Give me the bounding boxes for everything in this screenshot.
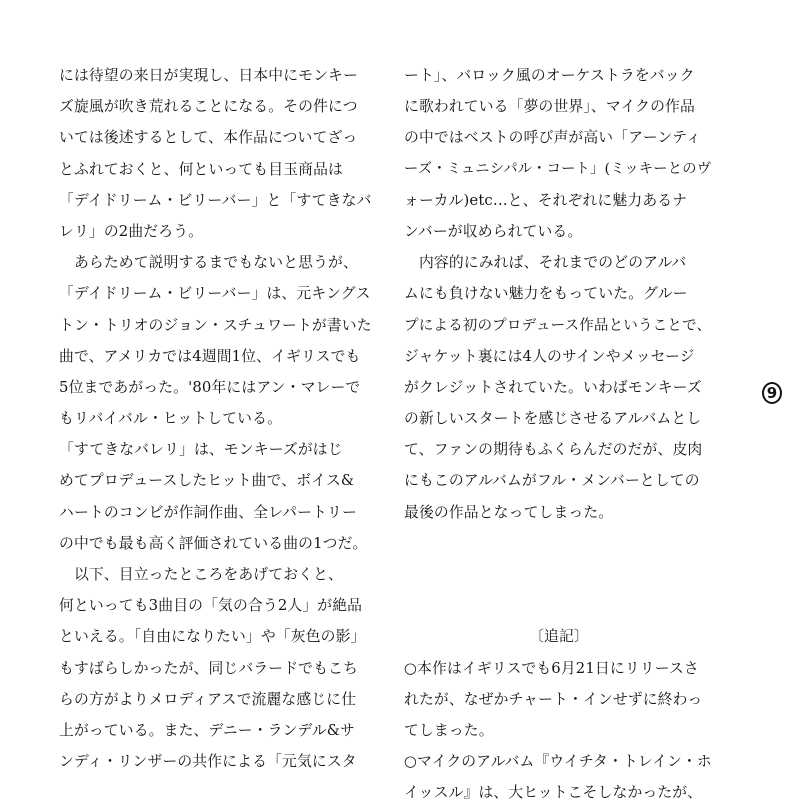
left-text-column [59,60,377,777]
page-number-badge: 9 [762,382,782,404]
text-line: ハートのコンビが作詞作曲、全レパートリー [59,503,357,521]
text-line: ンバーが収められている。 [404,222,583,240]
text-line: 「デイドリーム・ビリーバー」と「すてきなバ [59,191,372,209]
text-line: に歌われている「夢の世界」、マイクの作品 [404,98,695,116]
text-line: ムにも負けない魅力をもっていた。グルー [404,285,688,303]
text-line: がクレジットされていた。いわばモンキーズ [404,378,702,396]
text-line: 最後の作品となってしまった。 [404,503,614,521]
note-line: てしまった。 [404,721,494,739]
blank-line [404,590,714,621]
text-line: 内容的にみれば、それまでのどのアルバ [404,254,687,272]
text-line: めてプロデュースしたヒット曲で、ボイス& [59,472,355,490]
text-line: いては後述するとして、本作品についてざっ [59,129,358,147]
text-line: ーズ・ミュニシパル・コート」(ミッキーとのヴ [404,160,712,177]
blank-line [404,559,714,590]
text-line: ズ旋風が吹き荒れることになる。その件につ [59,98,358,116]
text-line: の新しいスタートを感じさせるアルバムとし [404,410,702,428]
text-line: ート」、バロック風のオーケストラをバック [404,67,695,84]
text-line: とふれておくと、何といっても目玉商品は [59,160,343,178]
text-line: 何といっても3曲目の「気の合う2人」が絶品 [59,597,363,615]
text-line: ジャケット裏には4人のサインやメッセージ [404,347,695,365]
text-line: 曲で、アメリカでは4週間1位、イギリスでも [59,347,361,365]
note-line: イッスル』は、大ヒットこそしなかったが、 [404,784,703,800]
text-line: ンディ・リンザーの共作による「元気にスタ [59,753,357,771]
text-line: もリバイバル・ヒットしている。 [59,410,283,428]
right-text-column [404,60,714,800]
text-line: トン・トリオのジョン・スチュワートが書いた [59,316,372,334]
text-line: といえる。「自由になりたい」や「灰色の影」 [59,628,366,646]
text-line: には待望の来日が実現し、日本中にモンキー [59,67,358,84]
text-line: もすばらしかったが、同じバラードでもこち [59,659,358,677]
text-line: らの方がよりメロディアスで流麗な感じに仕 [59,690,357,708]
text-line: レリ」の2曲だろう。 [59,222,204,240]
blank-line [404,528,714,559]
text-line: 上がっている。また、デニー・ランデル&サ [59,721,355,739]
text-line: 以下、目立ったところをあげておくと、 [59,566,343,583]
text-line: ォーカル)etc…と、それぞれに魅力あるナ [404,191,688,209]
text-line: あらためて説明するまでもないと思うが、 [59,254,358,272]
text-line: 「デイドリーム・ビリーバー」は、元キングス [59,285,371,303]
text-line: にもこのアルバムがフル・メンバーとしての [404,472,700,490]
note-heading: 〔追記〕 [529,628,589,646]
text-line: 5位まであがった。'80年にはアン・マレーで [59,378,361,396]
note-line: れたが、なぜかチャート・インせずに終わっ [404,690,703,708]
text-line: プによる初のプロデュース作品ということで、 [404,316,712,334]
text-line: の中ではベストの呼び声が高い「アーンティ [404,129,702,147]
text-line: の中でも最も高く評価されている曲の1つだ。 [59,534,368,552]
text-line: て、ファンの期待もふくらんだのだが、皮肉 [404,441,703,459]
text-line: 「すてきなバレリ」は、モンキーズがはじ [59,441,343,459]
note-line: ○本作はイギリスでも6月21日にリリースさ [404,659,699,677]
note-line: ○マイクのアルバム『ウイチタ・トレイン・ホ [404,753,712,771]
